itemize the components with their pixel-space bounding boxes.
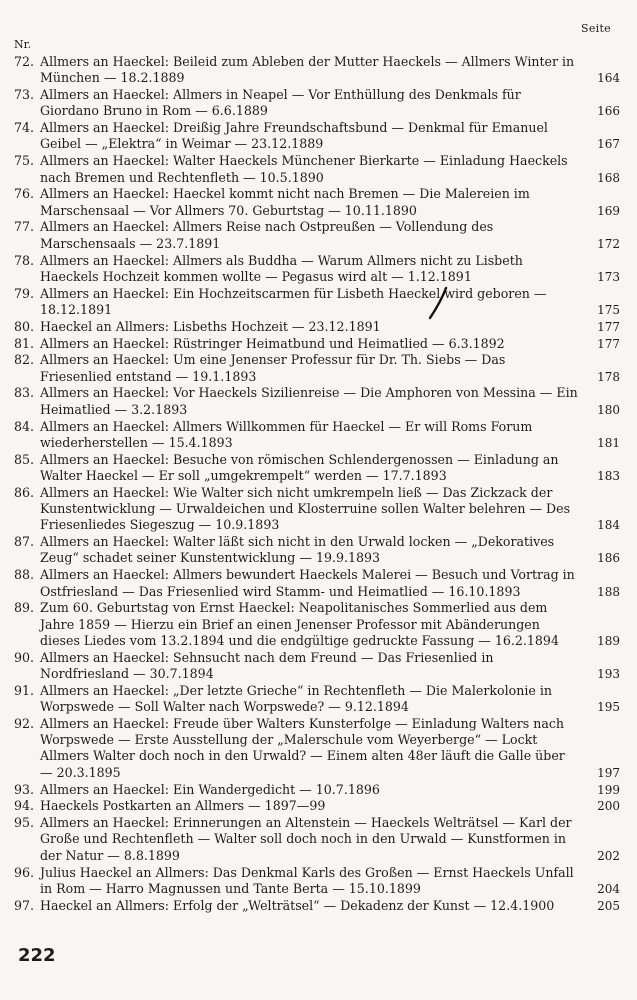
entry-number: 91.: [14, 682, 35, 698]
table-of-contents-list: [14, 54, 620, 914]
entry-number: 96.: [14, 864, 35, 880]
entry-page-number: 164: [597, 71, 620, 86]
entry-title: Allmers an Haeckel: Allmers Reise nach Ostpreußen — Vollendung des Marschensaals — 23.7.1891: [40, 219, 494, 251]
entry-page-number: 177: [597, 336, 620, 351]
entry-title: Allmers an Haeckel: Besuche von römischen Schlendergenossen — Einladung an Walter Haeckel — Er soll „umgekrempelt“ werden — 17.7.1893: [40, 451, 559, 483]
entry-number: 87.: [14, 534, 35, 550]
toc-entry: [14, 336, 620, 352]
toc-entry: [14, 600, 620, 649]
entry-title: Allmers an Haeckel: Walter läßt sich nicht in den Urwald locken — „Dekoratives Zeug“ schadet seiner Kunstentwicklung — 19.9.1893: [40, 534, 555, 566]
entry-page-number: 200: [597, 799, 620, 814]
toc-entry: [14, 683, 620, 716]
entry-page-number: 186: [597, 551, 620, 566]
entry-number: 81.: [14, 335, 35, 351]
entry-page-number: 189: [597, 633, 620, 648]
entry-page-number: 204: [597, 881, 620, 896]
entry-title: Allmers an Haeckel: Haeckel kommt nicht nach Bremen — Die Malereien im Marschensaal — Vor Allmers 70. Geburtstag — 10.11.1890: [40, 186, 530, 218]
entry-title: Allmers an Haeckel: Walter Haeckels Münchener Bierkarte — Einladung Haeckels nach Bremen und Rechtenfleth — 10.5.1890: [40, 153, 568, 185]
entry-page-number: 168: [597, 170, 620, 185]
entry-title: Haeckel an Allmers: Lisbeths Hochzeit — 23.12.1891: [40, 318, 381, 334]
entry-title: Allmers an Haeckel: Ein Hochzeitscarmen für Lisbeth Haeckel wird geboren — 18.12.1891: [40, 285, 547, 317]
entry-page-number: 172: [597, 236, 620, 251]
entry-page-number: 197: [597, 765, 620, 780]
toc-entry: [14, 567, 620, 600]
entry-number: 84.: [14, 418, 35, 434]
entry-number: 80.: [14, 318, 35, 334]
entry-title: Allmers an Haeckel: Um eine Jenenser Professur für Dr. Th. Siebs — Das Friesenlied entstand — 19.1.1893: [40, 352, 506, 384]
entry-title: Allmers an Haeckel: „Der letzte Grieche“ in Rechtenfleth — Die Malerkolonie in Worpswede — Soll Walter nach Worpswede? — 9.12.1894: [40, 682, 552, 715]
toc-entry: [14, 782, 620, 798]
entry-title: Allmers an Haeckel: Dreißig Jahre Freundschaftsbund — Denkmal für Emanuel Geibel — „Elektra“ in Weimar — 23.12.1889: [40, 120, 548, 152]
entry-title: Allmers an Haeckel: Allmers Willkommen für Haeckel — Er will Roms Forum wiederherstellen — 15.4.1893: [40, 418, 533, 450]
entry-title: Julius Haeckel an Allmers: Das Denkmal Karls des Großen — Ernst Haeckels Unfall in Rom — Harro Magnussen und Tante Berta — 15.10.1899: [40, 864, 574, 896]
toc-entry: [14, 798, 620, 814]
entry-number: 88.: [14, 567, 35, 583]
entry-number: 94.: [14, 798, 35, 814]
entry-number: 83.: [14, 385, 35, 401]
toc-entry: [14, 534, 620, 567]
entry-page-number: 166: [597, 104, 620, 119]
entry-title: Allmers an Haeckel: Erinnerungen an Altenstein — Haeckels Welträtsel — Karl der Große und Rechtenfleth — Walter soll doch noch in den Urwald — Kunstformen in der Natur — 8.8.1899: [40, 815, 572, 863]
entry-number: 85.: [14, 451, 35, 467]
entry-number: 82.: [14, 352, 35, 368]
entry-page-number: 173: [597, 269, 620, 284]
entry-page-number: 199: [597, 782, 620, 797]
entry-page-number: 193: [597, 666, 620, 681]
entry-title: Allmers an Haeckel: Vor Haeckels Sizilienreise — Die Amphoren von Messina — Ein Heimatlied — 3.2.1893: [40, 385, 578, 417]
toc-entry: [14, 898, 620, 914]
entry-title: Allmers an Haeckel: Beileid zum Ableben der Mutter Haeckels — Allmers Winter in München — 18.2.1889: [40, 54, 575, 86]
entry-number: 95.: [14, 815, 35, 831]
entry-number: 73.: [14, 87, 35, 103]
entry-page-number: 175: [597, 302, 620, 317]
toc-entry: [14, 319, 620, 335]
entry-number: 97.: [14, 897, 35, 913]
toc-entry: [14, 485, 620, 534]
toc-entry: [14, 120, 620, 153]
entry-title: Allmers an Haeckel: Rüstringer Heimatbund und Heimatlied — 6.3.1892: [40, 335, 505, 351]
toc-entry: [14, 385, 620, 418]
toc-entry: [14, 153, 620, 186]
entry-page-number: 177: [597, 319, 620, 334]
toc-entry: [14, 419, 620, 452]
entry-title: Haeckel an Allmers: Erfolg der „Welträtsel“ — Dekadenz der Kunst — 12.4.1900: [40, 897, 555, 913]
page-number-folio: 222: [18, 945, 56, 966]
entry-title: Allmers an Haeckel: Allmers in Neapel — Vor Enthüllung des Denkmals für Giordano Bruno in Rom — 6.6.1889: [40, 87, 521, 119]
toc-entry: [14, 219, 620, 252]
page-column-header: Seite: [581, 22, 611, 35]
entry-title: Allmers an Haeckel: Allmers bewundert Haeckels Malerei — Besuch und Vortrag in Ostfriesland — Das Friesenlied wird Stamm- und Heimatlied — 16.10.1893: [40, 567, 575, 599]
entry-number: 89.: [14, 600, 35, 616]
entry-number: 78.: [14, 252, 35, 268]
entry-page-number: 184: [597, 518, 620, 533]
entry-title: Allmers an Haeckel: Ein Wandergedicht — 10.7.1896: [40, 781, 380, 797]
entry-number: 79.: [14, 285, 35, 301]
toc-entry: [14, 54, 620, 87]
entry-page-number: 195: [597, 700, 620, 715]
entry-number: 72.: [14, 54, 35, 69]
entry-number: 92.: [14, 715, 35, 731]
entry-number: 90.: [14, 649, 35, 665]
entry-page-number: 183: [597, 468, 620, 483]
entry-title: Haeckels Postkarten an Allmers — 1897—99: [40, 798, 326, 814]
entry-number: 75.: [14, 153, 35, 169]
handwritten-pen-mark-icon: [427, 286, 449, 320]
entry-page-number: 169: [597, 203, 620, 218]
entry-page-number: 167: [597, 137, 620, 152]
entry-page-number: 188: [597, 584, 620, 599]
entry-number: 93.: [14, 781, 35, 797]
entry-number: 76.: [14, 186, 35, 202]
entry-page-number: 180: [597, 402, 620, 417]
entry-title: Allmers an Haeckel: Allmers als Buddha — Warum Allmers nicht zu Lisbeth Haeckels Hochzeit kommen wollte — Pegasus wird alt — 1.12.1891: [40, 252, 523, 284]
toc-entry: [14, 815, 620, 864]
entry-page-number: 178: [597, 369, 620, 384]
toc-entry: [14, 452, 620, 485]
entry-title: Zum 60. Geburtstag von Ernst Haeckel: Neapolitanisches Sommerlied aus dem Jahre 1859 — Hierzu ein Brief an einen Jenenser Professor mit Abänderungen dieses Liedes vom 13.2.1894 und die endgültige gedruckte Fassung — 16.2.1894: [40, 600, 559, 648]
toc-entry: [14, 87, 620, 120]
entry-title: Allmers an Haeckel: Freude über Walters Kunsterfolge — Einladung Walters nach Worpswede — Erste Ausstellung der „Malerschule vom Weyerberge“ — Lockt Allmers Walter doch noch in den Urwald? — Einem alten 48er läuft die Galle über — 20.3.1895: [40, 715, 565, 780]
entry-title: Allmers an Haeckel: Sehnsucht nach dem Freund — Das Friesenlied in Nordfriesland — 30.7.1894: [40, 649, 494, 681]
number-column-header: Nr.: [14, 38, 32, 51]
entry-title: Allmers an Haeckel: Wie Walter sich nicht umkrempeln ließ — Das Zickzack der Kunstentwicklung — Urwaldeichen und Klosterruine sollen Walter belehren — Des Friesenliedes Siegeszug — 10.9.1893: [40, 484, 571, 533]
toc-entry: [14, 186, 620, 219]
toc-entry: [14, 286, 620, 319]
entry-number: 77.: [14, 219, 35, 235]
toc-entry: [14, 650, 620, 683]
entry-page-number: 181: [597, 435, 620, 450]
toc-entry: [14, 716, 620, 781]
toc-entry: [14, 352, 620, 385]
entry-page-number: 202: [597, 848, 620, 863]
entry-number: 86.: [14, 484, 35, 500]
entry-page-number: 205: [597, 898, 620, 913]
toc-entry: [14, 253, 620, 286]
entry-number: 74.: [14, 120, 35, 136]
toc-entry: [14, 865, 620, 898]
